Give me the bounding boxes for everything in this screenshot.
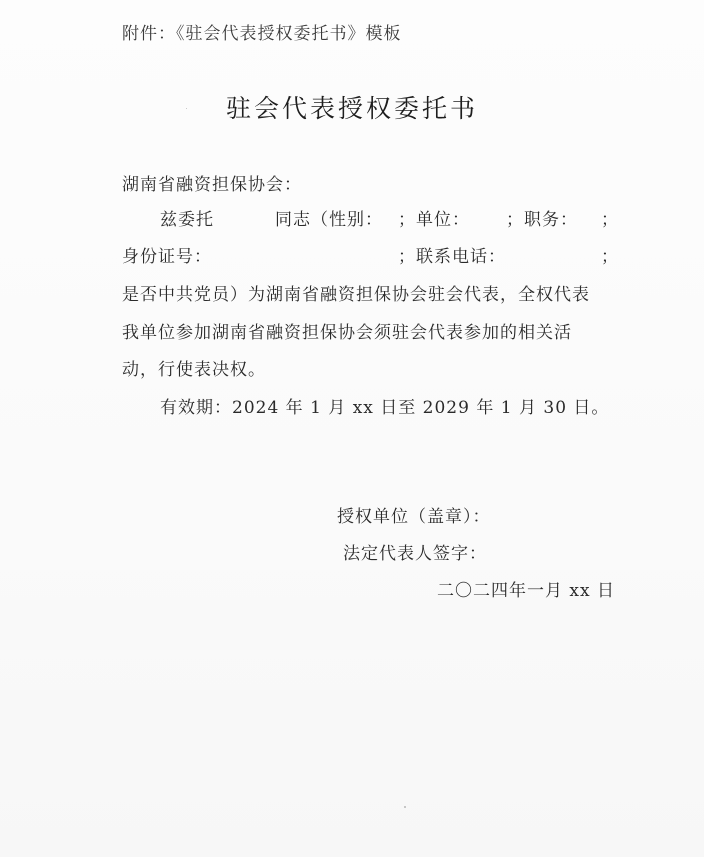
body-line: 我单位参加湖南省融资担保协会须驻会代表参加的相关活 <box>122 323 572 343</box>
body-line: 动，行使表决权。 <box>122 360 266 380</box>
attachment-label: 附件：《驻会代表授权委托书》模板 <box>122 24 402 44</box>
comrade-gender-label: 同志（性别： <box>275 210 383 230</box>
entrust-line <box>0 208 704 232</box>
signature-date: 二〇二四年一月 xx 日 <box>437 581 615 601</box>
authorizing-unit-seal: 授权单位（盖章）： <box>337 507 491 527</box>
duty-label: ；职务： <box>506 210 578 230</box>
id-number-label: 身份证号： <box>122 247 212 267</box>
addressee: 湖南省融资担保协会： <box>122 175 302 195</box>
entrust-semicolon: ； <box>601 210 619 230</box>
scan-speck <box>186 108 187 109</box>
legal-representative-signature: 法定代表人签字： <box>343 544 487 564</box>
phone-label: ；联系电话： <box>398 247 506 267</box>
validity-period: 有效期：2024 年 1 月 xx 日至 2029 年 1 月 30 日。 <box>160 398 610 418</box>
document-title: 驻会代表授权委托书 <box>225 94 478 123</box>
id-line <box>0 245 704 269</box>
unit-label: ；单位： <box>398 210 470 230</box>
scan-speck <box>404 806 406 808</box>
body-line: 是否中共党员）为湖南省融资担保协会驻会代表，全权代表 <box>122 285 590 305</box>
entrust-lead: 兹委托 <box>160 210 214 230</box>
id-semicolon: ； <box>601 247 619 267</box>
